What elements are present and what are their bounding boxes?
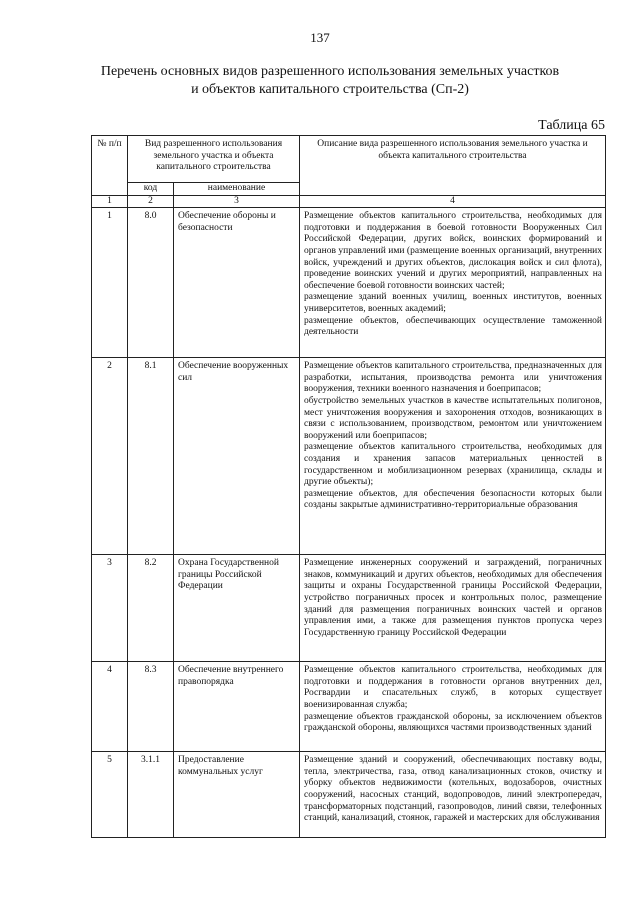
use-name: Обеспечение вооруженных сил [174,358,300,555]
description-paragraph: Размещение инженерных сооружений и заграждений, пограничных знаков, коммуникаций и других объектов, необходимых для обеспечения защиты и охраны Государственной границы Российской Федерации, устройство пограничных просек и контрольных полос, размещение зданий для размещения пограничных воинских частей и органов управления ими, а также для размещения пунктов пропуска через Государственную границу Российской Федерации [304,558,602,638]
table-row [92,555,606,662]
description-paragraph: обустройство земельных участков в качестве испытательных полигонов, мест уничтожения вооружения и захоронения отходов, возникающих в связи с использованием, производством, ремонтом или уничтожением вооружений или боеприпасов; [304,395,602,441]
row-number: 3 [92,555,128,662]
use-name: Обеспечение внутреннего правопорядка [174,662,300,752]
use-code: 3.1.1 [128,752,174,838]
table-row [92,662,606,752]
description-paragraph: размещение объектов, обеспечивающих осуществление таможенной деятельности [304,315,602,338]
description-paragraph: размещение объектов капитального строительства, необходимых для создания и хранения запасов материальных ценностей в государственном и мобилизационном резервах (хранилища, склады и другие объекты); [304,442,602,488]
description-paragraph: размещение объектов, для обеспечения безопасности которых были созданы закрытые административно-территориальные образования [304,488,602,511]
use-description [300,752,606,838]
row-number: 5 [92,752,128,838]
header-name: наименование [174,183,300,196]
column-number-row [92,195,606,208]
header-description: Описание вида разрешенного использования земельного участка и объекта капитального строительства [300,136,606,196]
use-description [300,358,606,555]
use-description [300,555,606,662]
column-number: 1 [92,195,128,208]
description-paragraph: Размещение объектов капитального строительства, необходимых для подготовки и поддержания в готовности органов внутренних дел, Росгвардии и спасательных служб, в которых существует военизированная служба; [304,665,602,710]
column-number: 2 [128,195,174,208]
use-description [300,662,606,752]
row-number: 1 [92,208,128,358]
table-row [92,752,606,838]
land-use-table [91,135,606,838]
use-code: 8.3 [128,662,174,752]
table-label: Таблица 65 [538,118,605,133]
document-title [80,63,580,99]
use-name: Охрана Государственной границы Российской Федерации [174,555,300,662]
description-paragraph: Размещение объектов капитального строительства, необходимых для подготовки и поддержания в боевой готовности Вооруженных Сил Российской Федерации, других войск, воинских формирований и органов управлений ими (размещение военных организаций, внутренних войск, учреждений и других объектов, дислокация войск и сил флота), проведение воинских учений и других мероприятий, направленных на обеспечение боевой готовности воинских частей; [304,211,602,291]
use-description [300,208,606,358]
title-line-2: и объектов капитального строительства (Сп-2) [191,82,469,97]
header-use-type: Вид разрешенного использования земельного участка и объекта капитального строительства [128,136,300,183]
use-name: Предоставление коммунальных услуг [174,752,300,838]
header-row [92,136,606,183]
title-line-1: Перечень основных видов разрешенного использования земельных участков [100,64,560,79]
description-paragraph: размещение объектов гражданской обороны, за исключением объектов гражданской обороны, являющихся частями производственных зданий [304,711,602,734]
header-code: код [128,183,174,196]
use-code: 8.2 [128,555,174,662]
use-code: 8.0 [128,208,174,358]
use-code: 8.1 [128,358,174,555]
use-name: Обеспечение обороны и безопасности [174,208,300,358]
description-paragraph: размещение зданий военных училищ, военных институтов, военных университетов, военных академий; [304,292,602,314]
row-number: 2 [92,358,128,555]
page-number: 137 [310,30,330,45]
row-number: 4 [92,662,128,752]
table-row [92,208,606,358]
description-paragraph: Размещение объектов капитального строительства, предназначенных для разработки, испытания, производства ремонта или уничтожения вооружения, техники военного назначения и боеприпасов; [304,361,602,395]
description-paragraph: Размещение зданий и сооружений, обеспечивающих поставку воды, тепла, электричества, газа, отвод канализационных стоков, очистку и уборку объектов недвижимости (котельных, водозаборов, очистных сооружений, насосных станций, водопроводов, линий электропередач, трансформаторных подстанций, газопроводов, линий связи, телефонных станций, канализаций, стоянок, гаражей и мастерских для обслуживания [304,755,602,824]
column-number: 4 [300,195,606,208]
header-number: № п/п [92,136,128,196]
column-number: 3 [174,195,300,208]
table-row [92,358,606,555]
